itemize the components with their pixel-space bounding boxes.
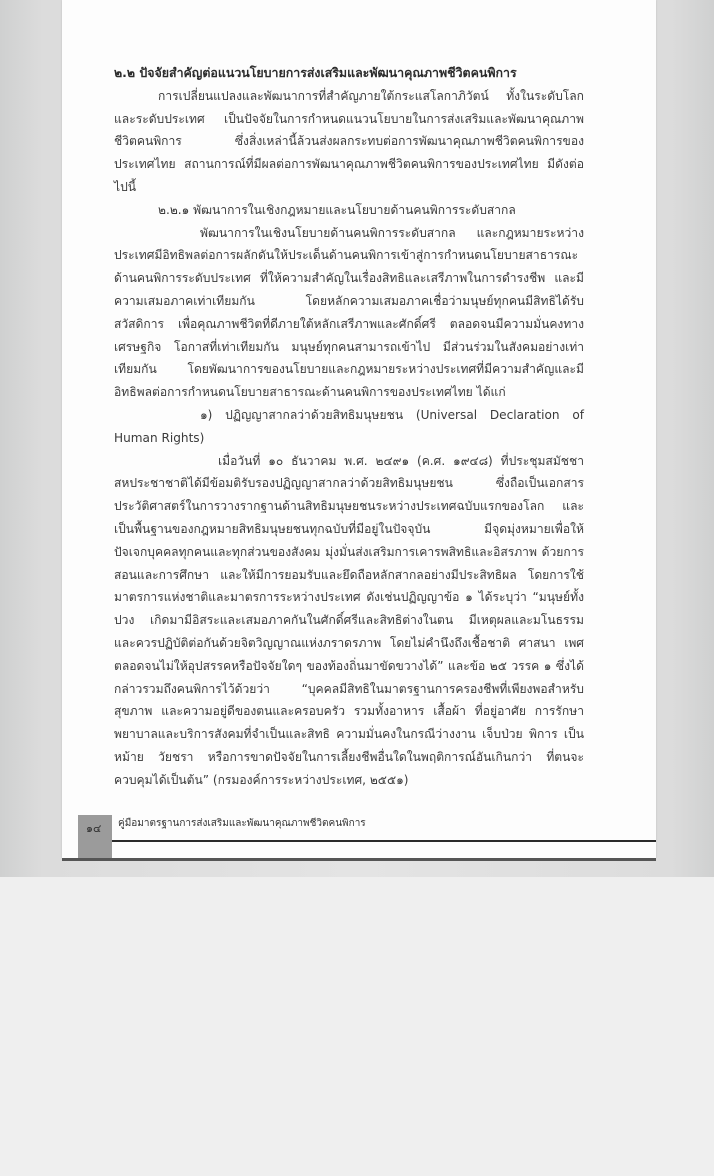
intro-paragraph: การเปลี่ยนแปลงและพัฒนาการที่สำคัญภายใต้กระแสโลกาภิวัตน์ ทั้งในระดับโลกและระดับประเทศ เป็นปัจจัยในการกำหนดแนวนโยบายในการส่งเสริมและพัฒนาคุณภาพชีวิตคนพิการ ซึ่งสิ่งเหล่านี้ล้วนส่งผลกระทบต่อการพัฒนาคุณภาพชีวิตคนพิการของประเทศไทย สถานการณ์ที่มีผลต่อการพัฒนาคุณภาพชีวิตคนพิการของประเทศไทย มีดังต่อไปนี้ bbox=[114, 88, 584, 194]
page-content bbox=[114, 62, 584, 792]
page-number: ๑๔ bbox=[86, 822, 102, 835]
subsection-heading: ๒.๒.๑ พัฒนาการในเชิงกฎหมายและนโยบายด้านคนพิการระดับสากล bbox=[158, 202, 516, 217]
footer-book-title: คู่มือมาตรฐานการส่งเสริมและพัฒนาคุณภาพชีวิตคนพิการ bbox=[118, 818, 366, 829]
footer-rule bbox=[112, 840, 656, 842]
item-1-body: เมื่อวันที่ ๑๐ ธันวาคม พ.ศ. ๒๔๙๑ (ค.ศ. ๑๙๔๘) ที่ประชุมสมัชชาสหประชาชาติได้มีข้อมติรับรองปฏิญญาสากลว่าด้วยสิทธิมนุษยชน ซึ่งถือเป็นเอกสารประวัติศาสตร์ในการวางรากฐานด้านสิทธิมนุษยชนระหว่างประเทศฉบับแรกของโลก และเป็นพื้นฐานของกฎหมายสิทธิมนุษยชนทุกฉบับที่มีอยู่ในปัจจุบัน มีจุดมุ่งหมายเพื่อให้ปัจเจกบุคคลทุกคนและทุกส่วนของสังคม มุ่งมั่นส่งเสริมการเคารพสิทธิและอิสรภาพ ด้วยการสอนและการศึกษา และให้มีการยอมรับและยึดถือหลักสากลอย่างมีประสิทธิผล โดยการใช้มาตรการแห่งชาติและมาตรการระหว่างประเทศ ดังเช่นปฏิญญาข้อ ๑ ได้ระบุว่า “มนุษย์ทั้งปวง เกิดมามีอิสระและเสมอภาคกันในศักดิ์ศรีและสิทธิต่างในตน มีเหตุผลและมโนธรรม และควรปฏิบัติต่อกันด้วยจิตวิญญาณแห่งภราดรภาพ โดยไม่คำนึงถึงเชื้อชาติ ศาสนา เพศ ตลอดจนไม่ให้อุปสรรคหรือปัจจัยใดๆ ของท้องถิ่นมาขัดขวางได้” และข้อ ๒๕ วรรค ๑ ซึ่งได้กล่าวรวมถึงคนพิการไว้ด้วยว่า “บุคคลมีสิทธิในมาตรฐานการครองชีพที่เพียงพอสำหรับสุขภาพ และความอยู่ดีของตนและครอบครัว รวมทั้งอาหาร เสื้อผ้า ที่อยู่อาศัย การรักษาพยาบาลและบริการสังคมที่จำเป็นและสิทธิ ความมั่นคงในกรณีว่างงาน เจ็บป่วย พิการ เป็นหม้าย วัยชรา หรือการขาดปัจจัยในการเลี้ยงชีพอื่นใดในพฤติการณ์อันเกินกว่า ที่ตนจะควบคุมได้เป็นต้น” (กรมองค์การระหว่างประเทศ, ๒๕๕๑) bbox=[114, 453, 584, 787]
document-page bbox=[62, 0, 656, 858]
item-1-title: ๑) ปฏิญญาสากลว่าด้วยสิทธิมนุษยชน (Universal Declaration of Human Rights) bbox=[114, 407, 584, 445]
section-heading: ๒.๒ ปัจจัยสำคัญต่อแนวนโยบายการส่งเสริมและพัฒนาคุณภาพชีวิตคนพิการ bbox=[114, 65, 517, 80]
page-bottom-edge bbox=[62, 858, 656, 861]
subsection-paragraph: พัฒนาการในเชิงนโยบายด้านคนพิการระดับสากล และกฎหมายระหว่างประเทศมีอิทธิพลต่อการผลักดันให้ประเด็นด้านคนพิการเข้าสู่การกำหนดนโยบายสาธารณะด้านคนพิการระดับประเทศ ที่ให้ความสำคัญในเรื่องสิทธิและเสรีภาพในการดำรงชีพ และมีความเสมอภาคเท่าเทียมกัน โดยหลักความเสมอภาคเชื่อว่ามนุษย์ทุกคนมีสิทธิได้รับสวัสดิการ เพื่อคุณภาพชีวิตที่ดีภายใต้หลักเสรีภาพและศักดิ์ศรี ตลอดจนมีความมั่นคงทางเศรษฐกิจ โอกาสที่เท่าเทียมกัน มนุษย์ทุกคนสามารถเข้าไป มีส่วนร่วมในสังคมอย่างเท่าเทียมกัน โดยพัฒนาการของนโยบายและกฎหมายระหว่างประเทศที่มีความสำคัญและมีอิทธิพลต่อการกำหนดนโยบายสาธารณะด้านคนพิการของประเทศไทย ได้แก่ bbox=[114, 225, 584, 400]
